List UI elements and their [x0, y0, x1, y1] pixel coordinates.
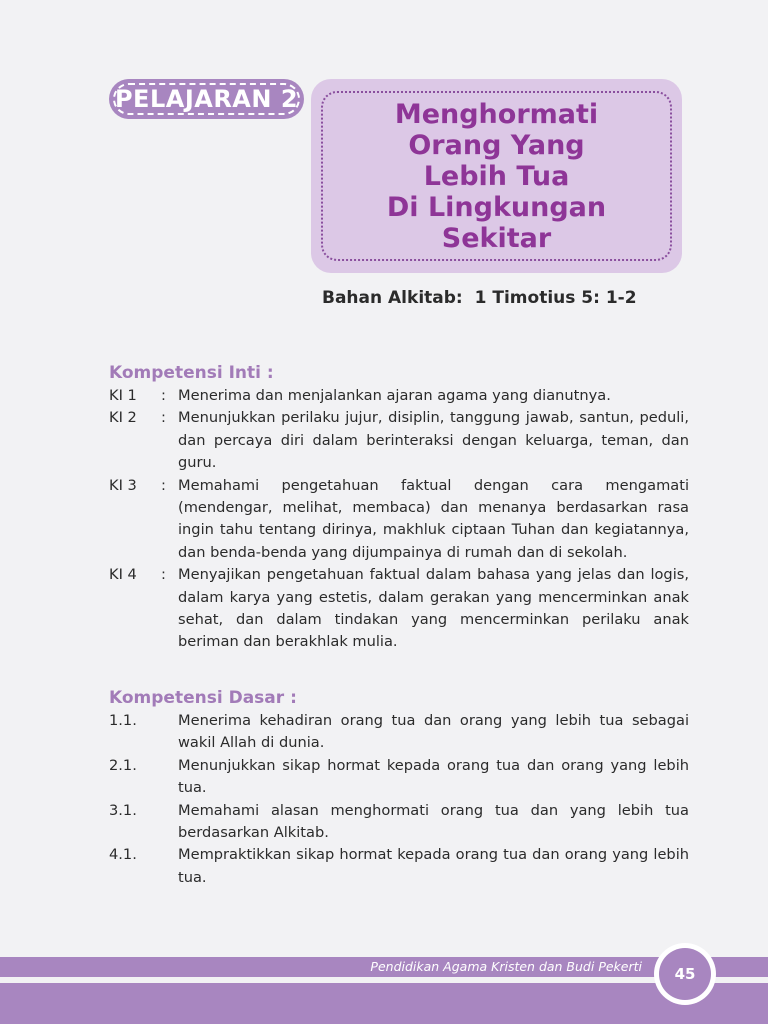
list-item — [109, 755, 689, 800]
footer-book-title: Pendidikan Agama Kristen dan Budi Pekerti — [370, 959, 642, 974]
item-colon: : — [161, 476, 166, 494]
list-item — [109, 385, 689, 407]
item-text: Menyajikan pengetahuan faktual dalam bahasa yang jelas dan logis, dalam karya yang estetis, dalam gerakan yang mencerminkan anak sehat, dan dalam tindakan yang mencerminkan perilaku anak beriman dan berakhlak mulia. — [178, 566, 689, 651]
lesson-badge — [109, 79, 304, 119]
lesson-label: PELAJARAN 2 — [114, 85, 299, 113]
item-code: 3.1. — [109, 801, 137, 819]
item-code: KI 2 — [109, 409, 137, 427]
item-code: KI 4 — [109, 566, 137, 584]
title-line: Orang Yang — [408, 129, 585, 161]
item-text: Mempraktikkan sikap hormat kepada orang tua dan orang yang lebih tua. — [178, 846, 689, 886]
kompetensi-dasar-heading: Kompetensi Dasar : — [109, 688, 297, 708]
item-code: KI 1 — [109, 387, 137, 404]
scripture-passage: 1 Timotius 5: 1-2 — [474, 288, 637, 308]
item-colon: : — [161, 387, 166, 404]
kompetensi-inti-heading: Kompetensi Inti : — [109, 363, 274, 383]
item-text: Memahami alasan menghormati orang tua dan yang lebih tua berdasarkan Alkitab. — [178, 801, 689, 842]
list-item — [109, 407, 689, 474]
kompetensi-inti-list — [109, 385, 689, 654]
title-line: Menghormati — [394, 98, 599, 130]
item-code: 4.1. — [109, 846, 137, 864]
item-text: Menunjukkan sikap hormat kepada orang tua dan orang yang lebih tua. — [178, 756, 689, 797]
list-item — [109, 800, 689, 845]
item-code: 1.1. — [109, 712, 137, 729]
page-number: 45 — [659, 948, 711, 1000]
lesson-title — [321, 91, 672, 261]
item-code: KI 3 — [109, 476, 137, 494]
title-line: Sekitar — [441, 222, 552, 254]
lesson-title-box — [311, 79, 682, 273]
item-colon: : — [161, 409, 166, 427]
item-text: Menerima dan menjalankan ajaran agama yang dianutnya. — [178, 387, 611, 404]
list-item — [109, 844, 689, 889]
page-number-badge — [654, 943, 716, 1005]
item-text: Menunjukkan perilaku jujur, disiplin, tanggung jawab, santun, peduli, dan percaya diri dalam berinteraksi dengan keluarga, teman, dan guru. — [178, 409, 689, 472]
list-item — [109, 710, 689, 755]
list-item — [109, 475, 689, 565]
item-code: 2.1. — [109, 756, 137, 774]
title-line: Lebih Tua — [423, 160, 570, 192]
scripture-reference — [322, 288, 643, 308]
item-colon: : — [161, 566, 166, 584]
list-item — [109, 564, 689, 654]
footer-band — [0, 983, 768, 1024]
item-text: Menerima kehadiran orang tua dan orang yang lebih tua sebagai wakil Allah di dunia. — [178, 712, 689, 752]
title-line: Di Lingkungan — [386, 191, 607, 223]
kompetensi-dasar-list — [109, 710, 689, 889]
item-text: Memahami pengetahuan faktual dengan cara mengamati (mendengar, melihat, membaca) dan menanya berdasarkan rasa ingin tahu tentang dirinya, makhluk ciptaan Tuhan dan kegiatannya, dan benda-benda yang dijumpainya di rumah dan di sekolah. — [178, 476, 689, 561]
scripture-label: Bahan Alkitab: — [322, 288, 463, 308]
